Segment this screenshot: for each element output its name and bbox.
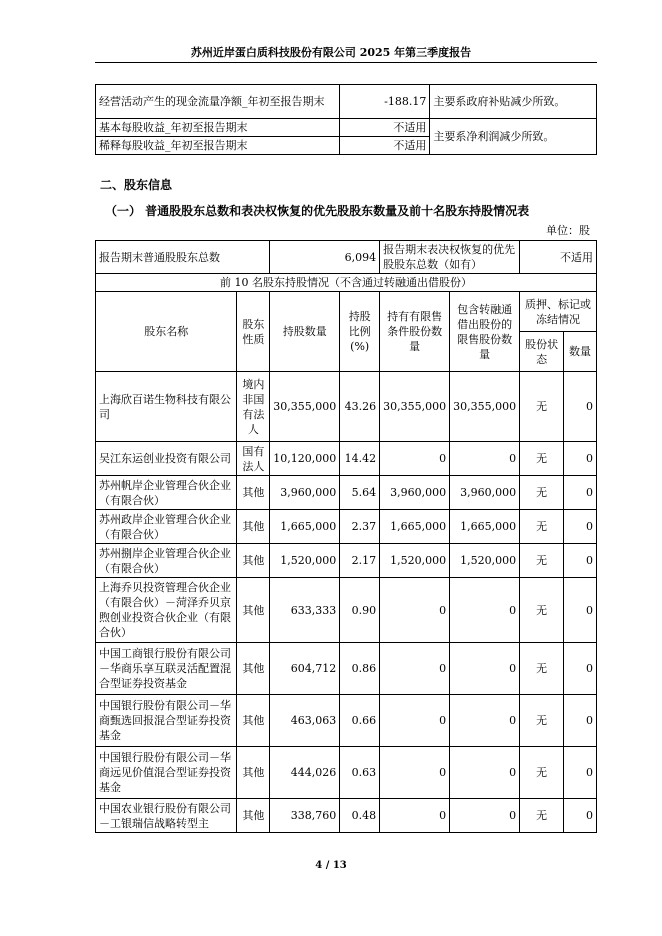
holder-nature: 其他	[237, 544, 270, 578]
summary-label-1: 报告期末普通股股东总数	[96, 241, 270, 274]
holder-restricted: 0	[380, 442, 450, 476]
holder-pledge-qty: 0	[564, 799, 597, 833]
holder-pledge-status: 无	[520, 442, 564, 476]
holder-pledge-status: 无	[520, 476, 564, 510]
holder-incl-lent: 0	[450, 643, 520, 695]
holder-name: 中国农业银行股份有限公司－工银瑞信战略转型主	[96, 799, 237, 833]
summary-value-1: 6,094	[270, 241, 380, 274]
holder-nature: 其他	[237, 799, 270, 833]
holder-shares: 1,665,000	[270, 510, 340, 544]
header-pledge: 质押、标记或冻结情况	[520, 292, 597, 332]
holder-incl-lent: 1,665,000	[450, 510, 520, 544]
holder-pledge-status: 无	[520, 799, 564, 833]
table-row	[96, 643, 597, 695]
holder-ratio: 43.26	[340, 372, 380, 442]
holder-restricted: 0	[380, 643, 450, 695]
holder-ratio: 0.48	[340, 799, 380, 833]
holder-pledge-status: 无	[520, 695, 564, 747]
holders-table	[95, 240, 597, 833]
holder-name: 苏州政岸企业管理合伙企业（有限合伙）	[96, 510, 237, 544]
table-row	[96, 442, 597, 476]
holder-name: 吴江东运创业投资有限公司	[96, 442, 237, 476]
holder-incl-lent: 30,355,000	[450, 372, 520, 442]
header-shares: 持股数量	[270, 292, 340, 372]
holder-ratio: 14.42	[340, 442, 380, 476]
holder-incl-lent: 1,520,000	[450, 544, 520, 578]
holder-restricted: 0	[380, 747, 450, 799]
holder-pledge-status: 无	[520, 578, 564, 643]
top-value-1: -188.17	[340, 85, 430, 119]
table-row	[96, 578, 597, 643]
top-label-2: 基本每股收益_年初至报告期末	[96, 119, 340, 137]
holder-nature: 其他	[237, 476, 270, 510]
holder-name: 苏州捌岸企业管理合伙企业（有限合伙）	[96, 544, 237, 578]
holder-nature: 国有法人	[237, 442, 270, 476]
holder-shares: 604,712	[270, 643, 340, 695]
holder-shares: 633,333	[270, 578, 340, 643]
table-row	[96, 799, 597, 833]
header-pledge-status: 股份状态	[520, 332, 564, 372]
holder-pledge-status: 无	[520, 544, 564, 578]
holder-restricted: 3,960,000	[380, 476, 450, 510]
top-note-1: 主要系政府补贴减少所致。	[430, 85, 597, 119]
holder-rows	[96, 372, 597, 833]
holder-pledge-status: 无	[520, 372, 564, 442]
holder-nature: 其他	[237, 643, 270, 695]
holder-name: 中国银行股份有限公司－华商甄选回报混合型证券投资基金	[96, 695, 237, 747]
holder-nature: 其他	[237, 747, 270, 799]
holder-pledge-status: 无	[520, 747, 564, 799]
header-pledge-qty: 数量	[564, 332, 597, 372]
header-restricted: 持有有限售条件股份数量	[380, 292, 450, 372]
holder-shares: 3,960,000	[270, 476, 340, 510]
header-incl-lent: 包含转融通借出股份的限售股份数量	[450, 292, 520, 372]
section-title: 二、股东信息	[100, 178, 173, 192]
header-rule	[95, 62, 597, 63]
report-header: 苏州近岸蛋白质科技股份有限公司 2025 年第三季度报告	[190, 46, 472, 59]
page-number: 4 / 13	[315, 860, 347, 871]
holder-pledge-qty: 0	[564, 442, 597, 476]
header-name: 股东名称	[96, 292, 237, 372]
holder-incl-lent: 0	[450, 747, 520, 799]
holder-nature: 其他	[237, 695, 270, 747]
holder-ratio: 5.64	[340, 476, 380, 510]
holder-restricted: 1,665,000	[380, 510, 450, 544]
holder-name: 上海欣百诺生物科技有限公司	[96, 372, 237, 442]
table-row	[96, 372, 597, 442]
table-caption: 前 10 名股东持股情况（不含通过转融通出借股份）	[96, 274, 597, 292]
header-ratio: 持股比例(%)	[340, 292, 380, 372]
holder-pledge-qty: 0	[564, 747, 597, 799]
holder-nature: 其他	[237, 578, 270, 643]
holder-shares: 444,026	[270, 747, 340, 799]
holder-ratio: 2.37	[340, 510, 380, 544]
holder-ratio: 0.90	[340, 578, 380, 643]
summary-value-2: 不适用	[520, 241, 597, 274]
holder-pledge-qty: 0	[564, 578, 597, 643]
holder-incl-lent: 3,960,000	[450, 476, 520, 510]
holder-incl-lent: 0	[450, 578, 520, 643]
holder-restricted: 1,520,000	[380, 544, 450, 578]
table-row	[96, 510, 597, 544]
holder-nature: 境内非国有法人	[237, 372, 270, 442]
holder-shares: 463,063	[270, 695, 340, 747]
table-row	[96, 695, 597, 747]
table-row	[96, 747, 597, 799]
holder-shares: 10,120,000	[270, 442, 340, 476]
holder-restricted: 30,355,000	[380, 372, 450, 442]
holder-shares: 338,760	[270, 799, 340, 833]
holder-pledge-qty: 0	[564, 695, 597, 747]
holder-ratio: 0.86	[340, 643, 380, 695]
holder-pledge-qty: 0	[564, 643, 597, 695]
holder-ratio: 0.63	[340, 747, 380, 799]
holder-pledge-qty: 0	[564, 372, 597, 442]
subsection-title: （一） 普通股股东总数和表决权恢复的优先股股东数量及前十名股东持股情况表	[105, 204, 530, 218]
summary-label-2: 报告期末表决权恢复的优先股股东总数（如有）	[380, 241, 520, 274]
holder-nature: 其他	[237, 510, 270, 544]
holder-incl-lent: 0	[450, 442, 520, 476]
holder-pledge-qty: 0	[564, 544, 597, 578]
top-table	[95, 84, 597, 155]
holder-pledge-status: 无	[520, 510, 564, 544]
holder-incl-lent: 0	[450, 695, 520, 747]
header-nature: 股东性质	[237, 292, 270, 372]
holder-restricted: 0	[380, 799, 450, 833]
holder-ratio: 0.66	[340, 695, 380, 747]
holder-restricted: 0	[380, 578, 450, 643]
top-note-2: 主要系净利润减少所致。	[430, 119, 597, 155]
holder-shares: 1,520,000	[270, 544, 340, 578]
holder-name: 苏州帆岸企业管理合伙企业（有限合伙）	[96, 476, 237, 510]
holder-incl-lent: 0	[450, 799, 520, 833]
top-label-3: 稀释每股收益_年初至报告期末	[96, 137, 340, 155]
holder-name: 中国银行股份有限公司－华商远见价值混合型证券投资基金	[96, 747, 237, 799]
unit-label: 单位：股	[546, 224, 590, 237]
holder-shares: 30,355,000	[270, 372, 340, 442]
table-row	[96, 544, 597, 578]
top-value-2: 不适用	[340, 119, 430, 137]
holder-ratio: 2.17	[340, 544, 380, 578]
holder-pledge-qty: 0	[564, 476, 597, 510]
holder-name: 上海乔贝投资管理合伙企业（有限合伙）－菏泽乔贝京煦创业投资合伙企业（有限合伙）	[96, 578, 237, 643]
top-value-3: 不适用	[340, 137, 430, 155]
holder-restricted: 0	[380, 695, 450, 747]
holder-pledge-status: 无	[520, 643, 564, 695]
table-row	[96, 476, 597, 510]
top-label-1: 经营活动产生的现金流量净额_年初至报告期末	[96, 85, 340, 119]
holder-pledge-qty: 0	[564, 510, 597, 544]
holder-name: 中国工商银行股份有限公司－华商乐享互联灵活配置混合型证券投资基金	[96, 643, 237, 695]
